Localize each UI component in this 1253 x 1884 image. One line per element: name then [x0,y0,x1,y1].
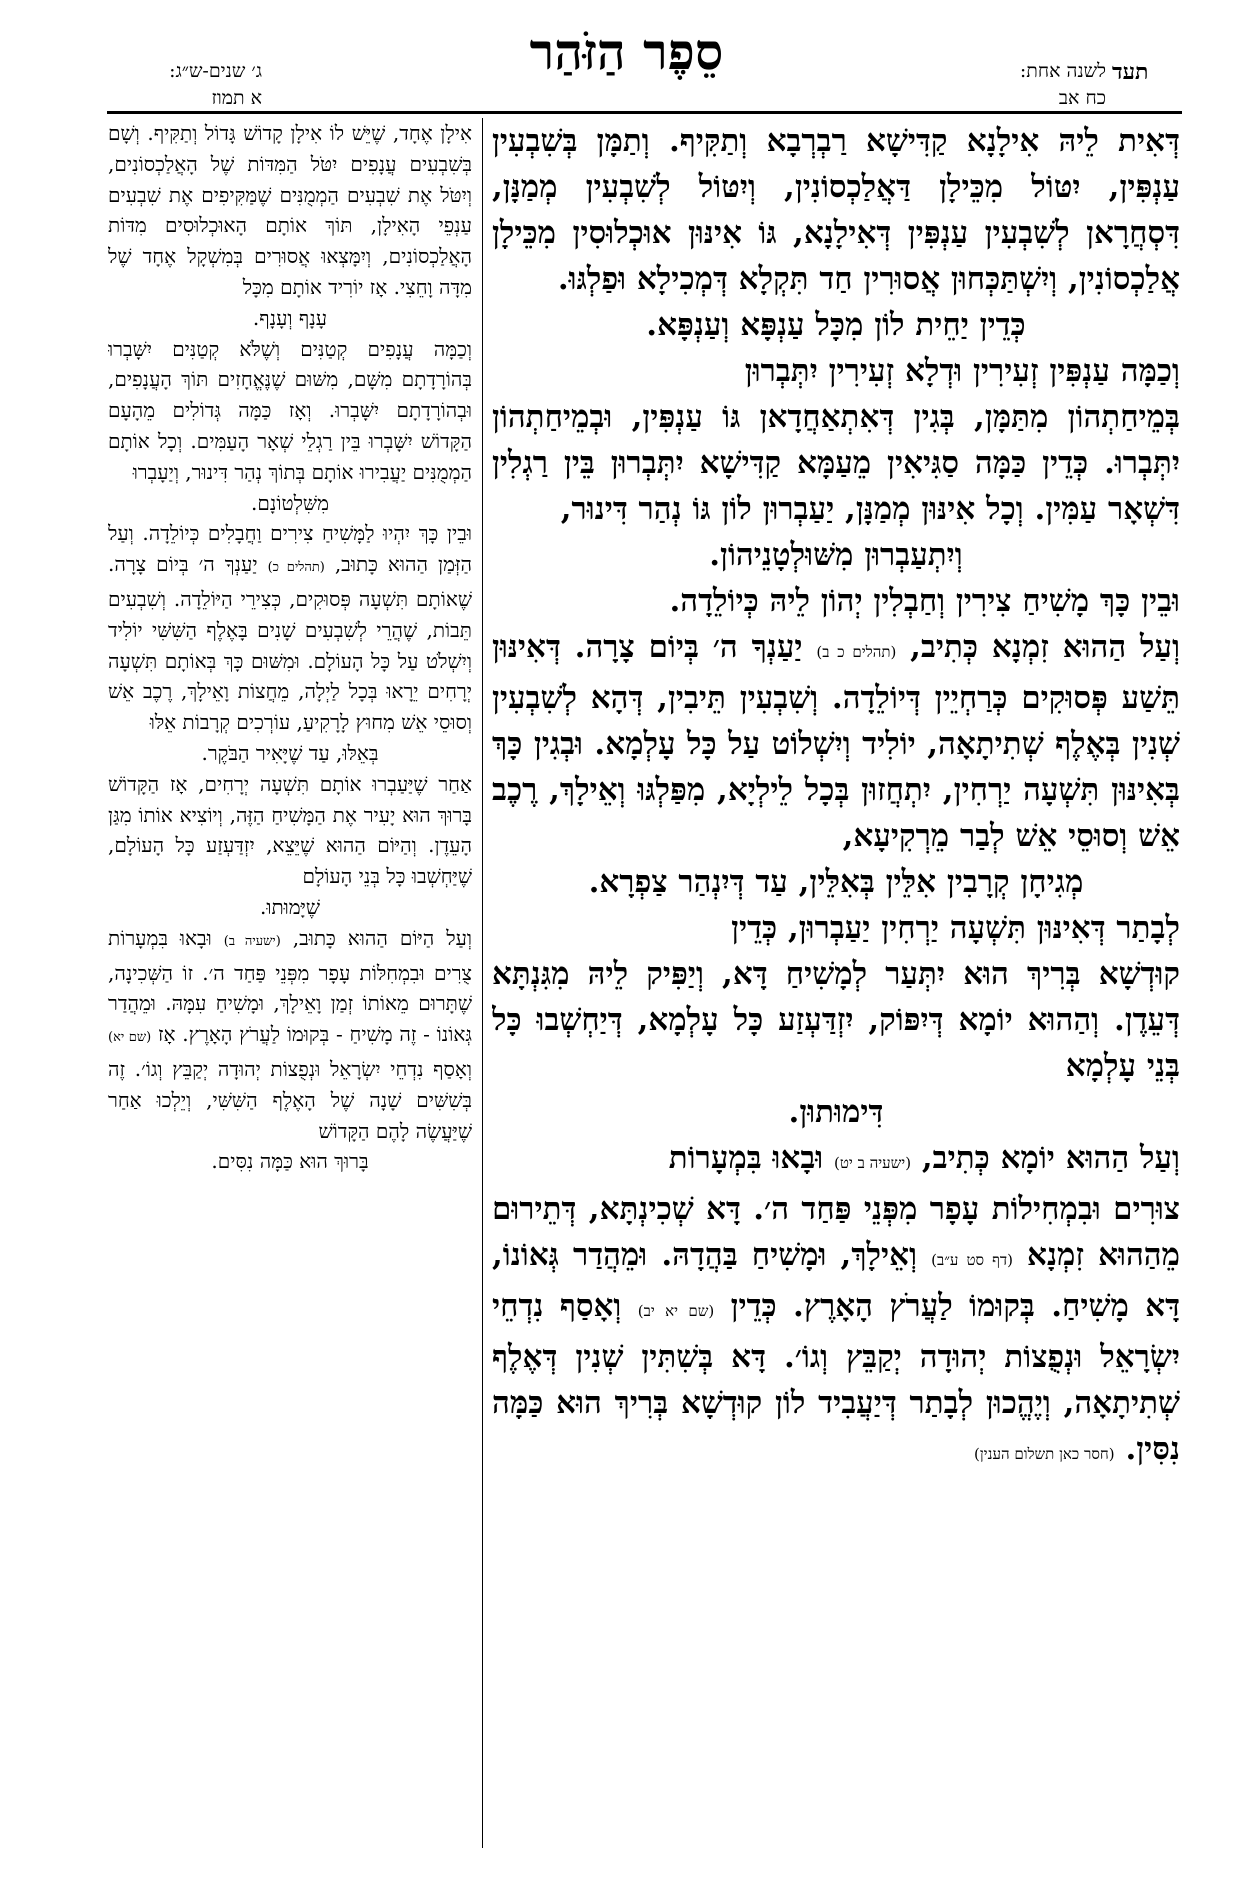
header-left-reading-plan [112,58,262,112]
aramaic-paragraph: בְּמֵיחַתְהוֹן מִתַּמָּן, בְּגִין דְּאִתְאַחֲדָאן גּוֹ עַנְפִּין, וּבְמֵיחַתְהוֹן יִתְּבְרוּ. כְּדֵין כַּמָּה סַגִּיאִין מֵעַמָּא קַדִּישָׁא יִתְּבְרוּן בֵּין רַגְלִין דִּשְׁאָר עַמִּין. וְכָל אִינּוּן מְמַנָּן, יַעַבְרוּן לוֹן גּוֹ נְהַר דִּינוּר, [492,399,1180,527]
header-right-line2: כח אב [1058,87,1106,109]
hebrew-paragraph-centered: בְּאֵלּוּ, עַד שֶׁיָּאִיר הַבֹּקֶר. [201,740,379,765]
aramaic-paragraph [492,1186,1180,1477]
hebrew-paragraph: אִילָן אֶחָד, שֶׁיֵּשׁ לוֹ אִילָן קָדוֹשׁ גָּדוֹל וְתַקִּיף. וְשָׁם בְּשִׁבְעִים עֲנָפִים יִטֹּל הַמִּדּוֹת שֶׁל הָאֲלַכְסוֹנִים, וְיִטֹּל אֶת שִׁבְעִים הַמְמֻנִּים שֶׁמַּקִּיפִים אֶת שִׁבְעִים עַנְפֵי הָאִילָן, תּוֹךְ אוֹתָם הָאוּכְלוּסִים מִדּוֹת הָאֲלַכְסוֹנִים, וְיִמָּצְאוּ אֲסוּרִים בְּמִשְׁקָל אֶחָד שֶׁל מִדָּה וָחֵצִי. אָז יוֹרִיד אוֹתָם מִכָּל [108,121,472,299]
hebrew-text: יַעַנְךָ ה׳ בְּיוֹם צָרָה. שֶׁאוֹתָם תִּשְׁעָה פְּסוּקִים, כְּצִירֵי הַיּוֹלֵדָה. וְשִׁבְעִים תֵּבוֹת, שֶׁהֲרֵי לְשִׁבְעִים שָׁנִים בָּאֶלֶף הַשִּׁשִּׁי יוֹלִיד וְיִשְׁלֹט עַל כָּל הָעוֹלָם. וּמִשּׁוּם כָּךְ בְּאוֹתָם תִּשְׁעָה יְרָחִים יֵרָאוּ בְּכָל לַיְלָה, מֵחֲצוֹת וָאֵילָךְ, רֶכֶב אֵשׁ וְסוּסֵי אֵשׁ מִחוּץ לָרָקִיעַ, עוֹרְכִים קְרָבוֹת אֵלּוּ [108,552,472,735]
verse-reference: (ישעיה ב) [223,933,281,949]
hebrew-paragraph [108,923,472,1147]
aramaic-paragraph: וְכַמָּה עַנְפִּין זְעִירִין וּדְלָא זְעִירִין יִתְּבְרוּן [744,353,1180,389]
aramaic-paragraph: וּבֵין כָּךְ מָשִׁיחַ צִירִין וְחַבְלִין יְהוֹן לֵיהּ כְּיוֹלֵדָה. [669,583,1180,619]
hebrew-paragraph [108,518,472,738]
aramaic-text: וְאֵילָךְ, וּמָשִׁיחַ בַּהֲדָהּ. וּמֵהֲדַר גְּאוֹנוֹ, דָּא מָשִׁיחַ. בְּקוּמוֹ לַעֲרֹץ הָאָרֶץ. כְּדֵין [492,1237,1180,1324]
hebrew-paragraph-centered: עָנָף וְעָנָף. [252,305,328,330]
hebrew-translation-column [108,118,472,1848]
aramaic-paragraph [492,624,1180,859]
page-header [0,0,1253,120]
hebrew-paragraph: וְכַמָּה עֲנָפִים קְטַנִּים וְשֶׁלֹּא קְטַנִּים יִשָּׁבְרוּ בְּהוֹרָדָתָם מִשָּׁם, מִשּׁוּם שֶׁנֶּאֱחָזִים תּוֹךְ הָעֲנָפִים, וּבְהוֹרָדָתָם יִשָּׁבְרוּ. וְאָז כַּמָּה גְּדוֹלִים מֵהָעָם הַקָּדוֹשׁ יִשָּׁבְרוּ בֵּין רַגְלֵי שְׁאָר הָעַמִּים. וְכָל אוֹתָם הַמְמֻנִּים יַעֲבִירוּ אוֹתָם בְּתוֹךְ נְהַר דִּינוּר, וְיַעָבְרוּ [108,336,472,484]
hebrew-paragraph-centered: שֶׁיָּמוּתוּ. [259,894,321,919]
header-left-line2: א תמוז [211,87,262,109]
hebrew-text: וְעַל הַיּוֹם הַהוּא כָּתוּב, [292,925,472,950]
aramaic-text: וְאָסַף נִדְחֵי יִשְׂרָאֵל וּנְפֻצוֹת יְהוּדָה יְקַבֵּץ וְגוֹ׳. דָּא בְּשִׁתִּין שְׁנִין דְּאֶלֶף שְׁתִיתָאָה, וְיֶהֱכוּן לְבָתַר דְּיַעֲבִיד לוֹן קוּדְשָׁא בְּרִיךְ הוּא כַּמָּה נִסִּין. [492,1288,1180,1467]
aramaic-text: יַעַנְךָ ה׳ בְּיוֹם צָרָה. דְּאִינּוּן תֵּשַׁע פְּסוּקִים כְּרַחְיֵין דְּיוֹלֵדָה. וְשִׁבְעִין תֵּיבִין, דְּהָא לְשִׁבְעִין שְׁנִין בְּאֶלֶף שְׁתִיתָאָה, יוֹלִיד וְיִשְׁלוֹט עַל כָּל עָלְמָא. וּבְגִין כָּךְ בְּאִינּוּן תִּשְׁעָה יַרְחִין, יִתְחֲזוּן בְּכָל לֵילְיָא, מִפַּלְגּוּ וְאֵילָךְ, רֶכֶב אֵשׁ וְסוּסֵי אֵשׁ לְבַר מֵרְקִיעָא, [492,629,1180,854]
hebrew-text: וְאָסַף נִדְחֵי יִשְׂרָאֵל וּנְפֻצוֹת יְהוּדָה יְקַבֵּץ וְגוֹ׳. זֶה בְּשִׁשִּׁים שָׁנָה שֶׁל הָאֶלֶף הַשִּׁשִּׁי, וְיֵלְכוּ אַחַר שֶׁיַּעֲשֶׂה לָהֶם הַקָּדוֹשׁ [108,1056,472,1143]
verse-reference: (תהלים כ) [267,560,325,576]
aramaic-paragraph: דְּאִית לֵיהּ אִילָנָא קַדִּישָׁא רַבְרְבָא וְתַקִּיף. וְתַמָּן בְּשִׁבְעִין עַנְפִּין, יִטּוֹל מִכֵּילָן דַּאֲלַכְסוֹנִין, וְיִטּוֹל לְשִׁבְעִין מְמַנָּן, דִּסְחֲרָאן לְשִׁבְעִין עַנְפִּין דְּאִילָנָא, גּוֹ אִינּוּן אוּכְלוּסִין מִכֵּילָן אֲלַכְסוֹנִין, וְיִשְׁתַּכְּחוּן אֲסוּרִין חַד תִּקְלָא דְּמְכִילָא וּפַלְגּוּ. [492,123,1180,297]
aramaic-paragraph: קוּדְשָׁא בְּרִיךְ הוּא יִתְּעַר לְמָשִׁיחַ דָּא, וְיַפִּיק לֵיהּ מִגִּנְתָּא דְּעֵדֶן. וְהַהוּא יוֹמָא דְּיִפּוֹק, יִזְדַּעְזַע כָּל עָלְמָא, דְּיַחְשְׁבוּ כָּל בְּנֵי עָלְמָא [492,956,1180,1084]
aramaic-text: וְעַל הַהוּא יוֹמָא כְּתִיב, [921,1140,1180,1176]
header-rule [107,111,1182,114]
hebrew-paragraph: אַחַר שֶׁיַּעַבְרוּ אוֹתָם תִּשְׁעָה יְרָחִים, אָז הַקָּדוֹשׁ בָּרוּךְ הוּא יָעִיר אֶת הַמָּשִׁיחַ הַזֶּה, וְיוֹצִיא אוֹתוֹ מִגַּן הָעֵדֶן. וְהַיּוֹם הַהוּא שֶׁיֵּצֵא, יִזְדַּעְזַע כָּל הָעוֹלָם, שֶׁיַּחְשְׁבוּ כָּל בְּנֵי הָעוֹלָם [108,771,472,889]
aramaic-paragraph-centered: וְיִתְעַבְרוּן מִשּׁוּלְטָנֵיהוֹן. [709,537,963,573]
page-number: תעד [1112,59,1149,85]
header-left-line1: ג׳ שנים-ש״ג: [169,60,262,82]
column-divider [482,118,483,1848]
verse-reference: (שם יא יב) [637,1302,715,1320]
aramaic-paragraph-centered: כְּדֵין יַחֵית לוֹן מִכָּל עַנְפָּא וְעַנְפָּא. [646,307,1026,343]
aramaic-paragraph-centered: דִּימוּתוּן. [788,1094,884,1130]
aramaic-text: וּבָאוּ בִּמְעָרוֹת [668,1140,824,1176]
hebrew-text: וּבָאוּ בִּמְעָרוֹת צֻרִים וּבִמְחִלּוֹת עָפָר מִפְּנֵי פַּחַד ה׳. זוֹ הַשְּׁכִינָה, שֶׁתָּרוּם מֵאוֹתוֹ זְמַן וָאֵילָךְ, וּמָשִׁיחַ עִמָּהּ. וּמֵהֲדַר גְּאוֹנוֹ - זֶה מָשִׁיחַ - בְּקוּמוֹ לַעֲרֹץ הָאָרֶץ. אָז [108,925,472,1047]
aramaic-paragraph: לְבָתַר דְּאִינּוּן תִּשְׁעָה יַרְחִין יַעַבְרוּן, כְּדֵין [731,910,1180,946]
header-right-reading-plan [976,58,1106,112]
aramaic-text-column [492,118,1180,1848]
verse-reference: (תהלים כ ב) [816,643,897,661]
aramaic-paragraph [492,1135,1180,1186]
aramaic-paragraph-centered: מְגִיחָן קְרָבִין אִלֵּין בְּאִלֵּין, עַד דְּיִנְהַר צַפְרָא. [588,864,1084,900]
editorial-note: (חסר כאן תשלום הענין) [973,1445,1115,1463]
header-right-line1: לשנה אחת: [1019,60,1106,82]
verse-reference: (ישעיה ב יט) [834,1154,912,1172]
book-title: סֵפֶר הַזֹּהַר [529,22,724,81]
folio-reference: (דף סט ע״ב) [931,1251,1013,1269]
verse-reference: (שם יא) [108,1030,152,1046]
aramaic-text: צוּרִים וּבִמְחִילוֹת עָפָר מִפְּנֵי פַּחַד ה׳. דָּא שְׁכִינְתָּא, דְּתֵירוּם מֵהַהוּא זִמְנָא [492,1191,1180,1273]
hebrew-paragraph-centered: מִשִּׁלְטוֹנָם. [251,490,329,515]
aramaic-text: וְעַל הַהוּא זִמְנָא כְּתִיב, [910,629,1180,665]
hebrew-text: וּבֵין כָּךְ יִהְיוּ לַמָּשִׁיחַ צִירִים וַחֲבָלִים כְּיוֹלֵדָה. וְעַל הַזְּמַן הַהוּא כָּתוּב, [108,521,472,577]
hebrew-paragraph-centered: בָּרוּךְ הוּא כַּמָּה נִסִּים. [211,1149,369,1174]
